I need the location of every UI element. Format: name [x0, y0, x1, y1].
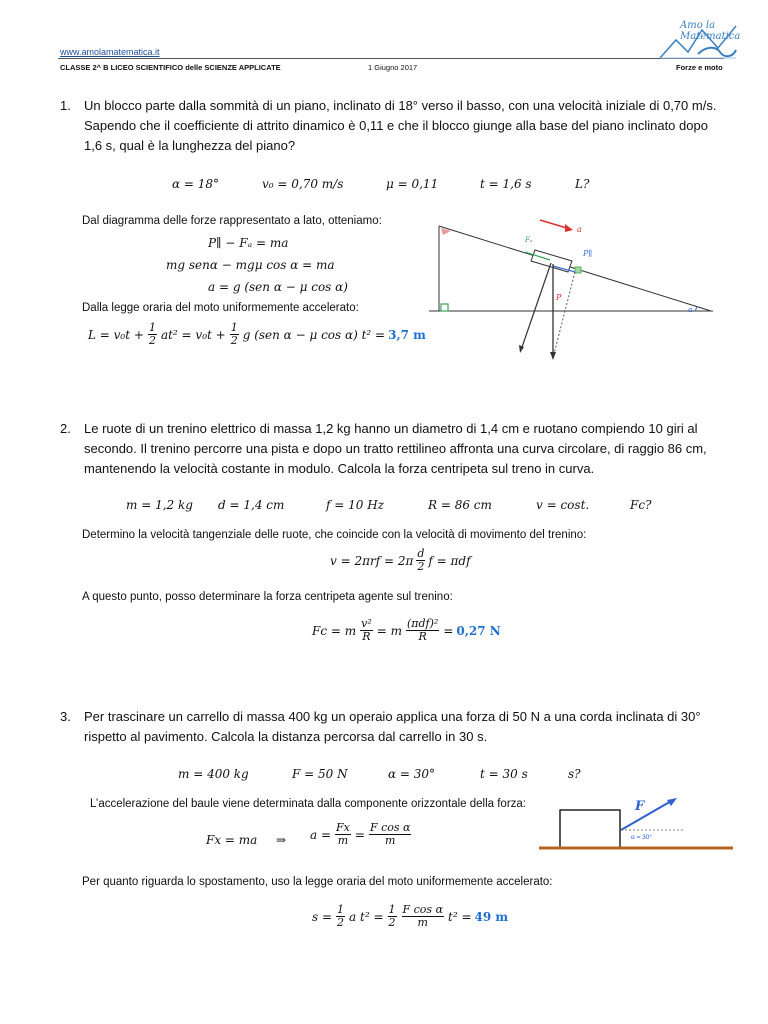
p2-given-d: d = 1,4 cm	[218, 498, 285, 512]
frac-den: 2	[230, 334, 238, 347]
p3-fcos-frac	[369, 822, 411, 847]
p1-eq2: mg senα − mgμ cos α = ma	[166, 258, 335, 272]
p1-given-v0: v₀ = 0,70 m/s	[262, 177, 344, 191]
fig3-alpha: α = 30°	[631, 834, 652, 841]
p3-eq1: Fx = ma	[206, 833, 258, 847]
p2-eqF-a: Fc = m	[312, 623, 357, 638]
logo-text-2: Matematica	[680, 31, 741, 42]
p3-eqs-a: s =	[312, 909, 333, 924]
problem-3-number: 3.	[60, 709, 71, 724]
p1-eqL-c: g (sen α − μ cos α) t² =	[242, 327, 386, 342]
p3-arrow: ⇒	[276, 833, 287, 847]
problem-1-number: 1.	[60, 98, 71, 113]
p2-given-f: f = 10 Hz	[326, 498, 384, 512]
p1-given-t: t = 1,6 s	[480, 177, 532, 191]
p1-half-frac-2	[230, 322, 239, 347]
p3-eq2-b: =	[354, 827, 365, 842]
fig1-fa: Fₐ	[525, 236, 533, 244]
block	[531, 250, 572, 272]
p2-given-R: R = 86 cm	[428, 498, 492, 512]
p2-eqv-b: f = πdf	[428, 553, 471, 568]
logo-text-1: Amo la	[680, 20, 716, 31]
frac-den: 2	[417, 560, 425, 573]
p3-given-F: F = 50 N	[292, 767, 348, 781]
problem-1-text: Un blocco parte dalla sommità di un piano, inclinato di 18° verso il basso, con una velocità iniziale di 0,70 m/s. Sapendo che il coefficiente di attrito dinamico è 0,11 e che il blocco giunge alla base del piano inclinato dopo 1,6 s, qual è la lunghezza del piano?	[84, 98, 717, 153]
p2-eqF-c: =	[443, 623, 454, 638]
website-link[interactable]: www.amolamatematica.it	[60, 47, 160, 57]
p2-pidf-frac	[406, 618, 439, 643]
p2-given-v: v = cost.	[536, 498, 590, 512]
frac-num: F cos α	[369, 821, 411, 834]
date: 1 Giugno 2017	[368, 63, 418, 72]
p2-given-Fc: Fc?	[630, 498, 652, 512]
p1-eqL	[88, 322, 426, 347]
p3-fcos-frac-2	[402, 904, 444, 929]
p3-eq2	[310, 822, 412, 847]
frac-num: 1	[388, 903, 396, 916]
logo	[658, 18, 741, 62]
frac-den: R	[362, 630, 371, 643]
frac-num: 1	[148, 321, 156, 334]
p3-given-alpha: α = 30°	[388, 767, 436, 781]
p1-intro: Dal diagramma delle forze rappresentato a lato, otteniamo:	[82, 215, 382, 227]
p3-given-t: t = 30 s	[480, 767, 528, 781]
topic: Forze e moto	[676, 63, 723, 72]
p1-half-frac	[148, 322, 157, 347]
p2-eqv	[330, 548, 471, 573]
problem-3-text: Per trascinare un carrello di massa 400 kg un operaio applica una forza di 50 N a una corda inclinata di 30° rispetto al pavimento. Calcola la distanza percorsa dal carrello in 30 s.	[84, 709, 701, 744]
frac-num: Fx	[336, 821, 350, 834]
p2-eqv-a: v = 2πrf = 2π	[330, 553, 414, 568]
p3-eqs	[312, 904, 508, 929]
frac-num: 1	[230, 321, 238, 334]
p3-given-m: m = 400 kg	[178, 767, 249, 781]
frac-num: v²	[361, 617, 372, 630]
p2-given-m: m = 1,2 kg	[126, 498, 193, 512]
p3-intro: L’accelerazione del baule viene determinata dalla componente orizzontale della forza:	[90, 798, 527, 810]
frac-den: m	[417, 916, 428, 929]
p2-d-frac	[416, 548, 425, 573]
p1-given-mu: μ = 0,11	[386, 177, 439, 191]
frac-den: 2	[337, 916, 345, 929]
frac-num: (πdf)²	[406, 617, 439, 630]
frac-num: 1	[337, 903, 345, 916]
p1-given-alpha: α = 18°	[172, 177, 220, 191]
p3-answer: 49 m	[474, 909, 509, 924]
header-rule	[58, 58, 724, 59]
fig1-ppar: P∥	[583, 249, 593, 258]
p3-half-frac	[336, 904, 345, 929]
fig1-alpha: α	[688, 306, 693, 314]
problem-2-number: 2.	[60, 421, 71, 436]
frac-den: m	[384, 834, 396, 847]
p3-eqs-b: a t² =	[349, 909, 384, 924]
frac-den: R	[418, 630, 427, 643]
p1-eqL-a: L = v₀t +	[88, 327, 144, 342]
p1-eq1: P∥ − Fₐ = ma	[208, 236, 289, 250]
p3-given-s: s?	[568, 767, 581, 781]
p2-v2-frac	[360, 618, 373, 643]
frac-den: 2	[148, 334, 156, 347]
p2-next: A questo punto, posso determinare la forza centripeta agente sul trenino:	[82, 591, 453, 603]
p3-fx-frac	[335, 822, 351, 847]
frac-den: m	[337, 834, 349, 847]
frac-num: F cos α	[402, 903, 443, 916]
class-line: CLASSE 2^ B LICEO SCIENTIFICO delle SCIENZE APPLICATE	[60, 63, 281, 72]
p2-answer: 0,27 N	[456, 623, 501, 638]
p3-eq2-a: a =	[310, 827, 332, 842]
p1-answer: 3,7 m	[388, 327, 426, 342]
p2-eqF	[312, 618, 501, 643]
p1-eq3: a = g (sen α − μ cos α)	[208, 280, 348, 294]
p1-given-L: L?	[575, 177, 590, 191]
cart-figure	[535, 788, 735, 852]
problem-2-text: Le ruote di un trenino elettrico di massa 1,2 kg hanno un diametro di 1,4 cm e ruotano compiendo 10 giri al secondo. Il trenino percorre una pista e dopo un tratto rettilineo affronta una curva circolare, di raggio 86 cm, mantenendo la velocità costante in modulo. Calcola la forza centripeta sul treno in curva.	[84, 421, 707, 476]
inclined-plane-figure	[425, 208, 725, 368]
p3-eqs-c: t² =	[448, 909, 472, 924]
right-angle-marker	[441, 304, 448, 311]
fig1-p: P	[556, 293, 562, 302]
cart-box	[560, 810, 620, 848]
p1-eqL-b: at² = v₀t +	[160, 327, 226, 342]
p3-law: Per quanto riguarda lo spostamento, uso la legge oraria del moto uniformemente accelerato:	[82, 876, 553, 888]
p2-intro: Determino la velocità tangenziale delle ruote, che coincide con la velocità di movimento del trenino:	[82, 529, 587, 541]
p3-half-frac-2	[388, 904, 397, 929]
fig3-F: F	[635, 799, 645, 814]
frac-num: d	[417, 547, 425, 560]
fig1-a: a	[577, 225, 582, 234]
p1-law: Dalla legge oraria del moto uniformemente accelerato:	[82, 302, 359, 314]
p2-eqF-b: = m	[376, 623, 402, 638]
frac-den: 2	[388, 916, 396, 929]
